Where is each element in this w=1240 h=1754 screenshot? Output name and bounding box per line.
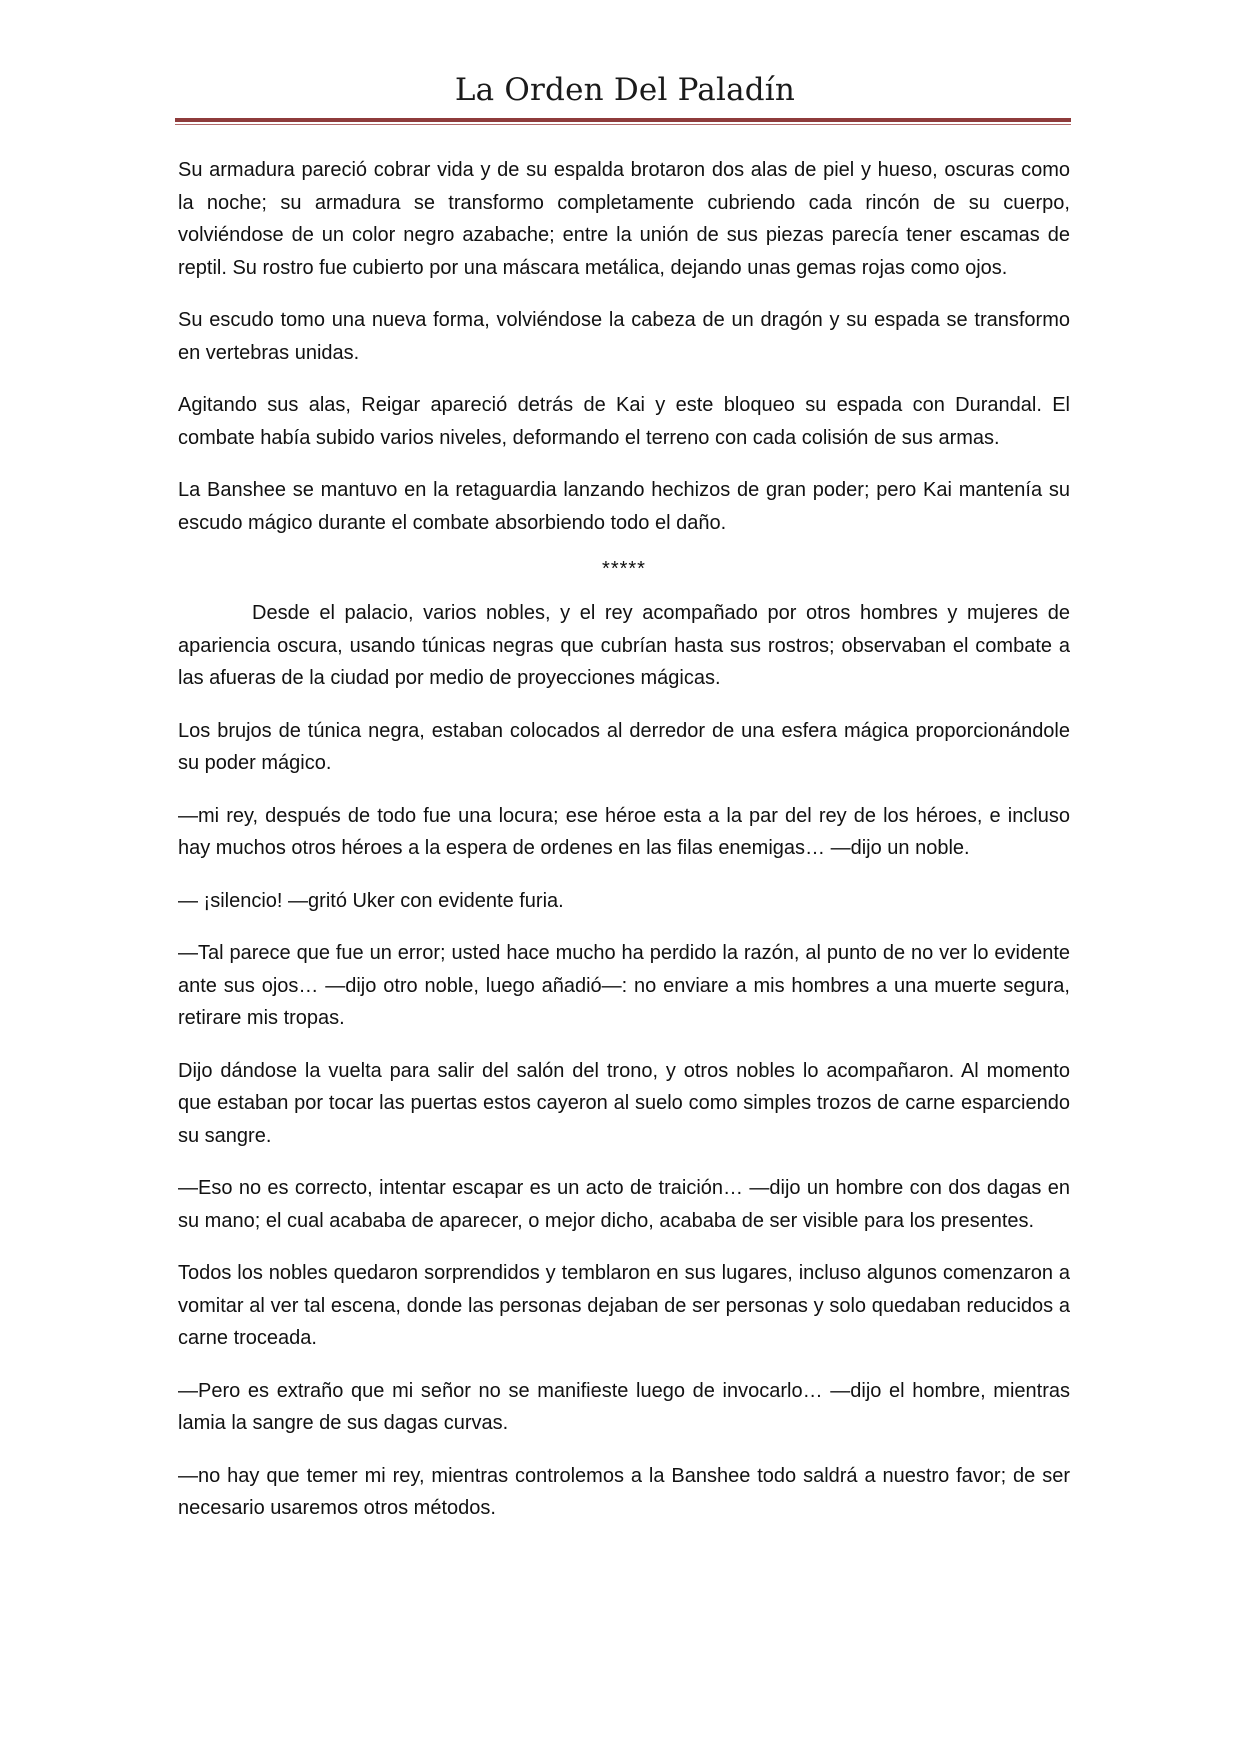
paragraph: Agitando sus alas, Reigar apareció detrás de Kai y este bloqueo su espada con Durandal. El combate había subido varios niveles, deformando el terreno con cada colisión de sus armas. <box>178 394 1070 449</box>
paragraph: Dijo dándose la vuelta para salir del salón del trono, y otros nobles lo acompañaron. Al momento que estaban por tocar las puertas estos cayeron al suelo como simples trozos de carne esparciendo su sangre. <box>178 1059 1070 1147</box>
paragraph: —Tal parece que fue un error; usted hace mucho ha perdido la razón, al punto de no ver lo evidente ante sus ojos… —dijo otro noble, luego añadió—: no enviare a mis hombres a una muerte segura, retirare mis tropas. <box>178 942 1070 1029</box>
paragraph: —mi rey, después de todo fue una locura; ese héroe esta a la par del rey de los héroes, e incluso hay muchos otros héroes a la espera de ordenes en las filas enemigas… —dijo un noble. <box>178 804 1070 859</box>
paragraph: Todos los nobles quedaron sorprendidos y temblaron en sus lugares, incluso algunos comenzaron a vomitar al ver tal escena, donde las personas dejaban de ser personas y solo quedaban reducidos a carne troceada. <box>178 1262 1070 1349</box>
paragraph: — ¡silencio! —gritó Uker con evidente furia. <box>178 889 564 912</box>
page-header-title: La Orden Del Paladín <box>454 72 796 108</box>
section-before-separator <box>178 154 1070 539</box>
section-after-separator <box>178 597 1070 1525</box>
paragraph: La Banshee se mantuvo en la retaguardia lanzando hechizos de gran poder; pero Kai mantenía su escudo mágico durante el combate absorbiendo todo el daño. <box>178 479 1070 534</box>
paragraph: —no hay que temer mi rey, mientras controlemos a la Banshee todo saldrá a nuestro favor; de ser necesario usaremos otros métodos. <box>178 1464 1070 1519</box>
scene-separator: ***** <box>602 558 646 580</box>
paragraph: Desde el palacio, varios nobles, y el rey acompañado por otros hombres y mujeres de apariencia oscura, usando túnicas negras que cubrían hasta sus rostros; observaban el combate a las afueras de la ciudad por medio de proyecciones mágicas. <box>178 602 1070 689</box>
body-text <box>178 154 1070 1545</box>
header-rule-thick <box>175 118 1071 122</box>
paragraph: Los brujos de túnica negra, estaban colocados al derredor de una esfera mágica proporcionándole su poder mágico. <box>178 719 1070 774</box>
header-rule-thin <box>175 124 1071 125</box>
paragraph: Su armadura pareció cobrar vida y de su espalda brotaron dos alas de piel y hueso, oscuras como la noche; su armadura se transformo completamente cubriendo cada rincón de su cuerpo, volviéndose de un color negro azabache; entre la unión de sus piezas parecía tener escamas de reptil. Su rostro fue cubierto por una máscara metálica, dejando unas gemas rojas como ojos. <box>178 159 1070 279</box>
paragraph: —Pero es extraño que mi señor no se manifieste luego de invocarlo… —dijo el hombre, mientras lamia la sangre de sus dagas curvas. <box>178 1379 1070 1434</box>
paragraph: —Eso no es correcto, intentar escapar es un acto de traición… —dijo un hombre con dos dagas en su mano; el cual acababa de aparecer, o mejor dicho, acababa de ser visible para los presentes. <box>178 1177 1070 1232</box>
paragraph: Su escudo tomo una nueva forma, volviéndose la cabeza de un dragón y su espada se transformo en vertebras unidas. <box>178 309 1070 364</box>
